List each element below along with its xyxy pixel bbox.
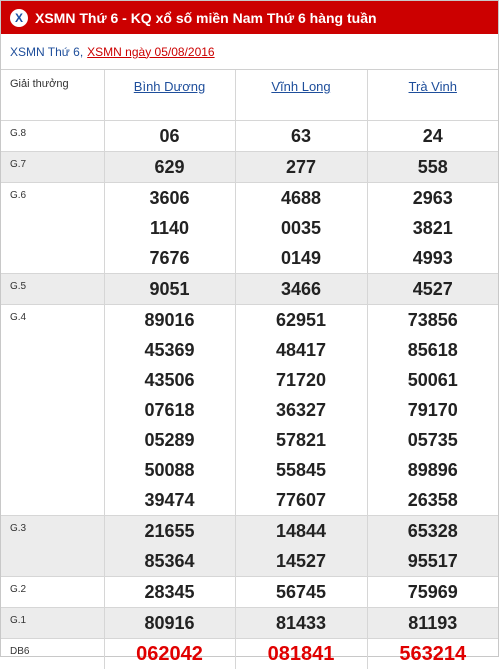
breadcrumb-date-link[interactable]: XSMN ngày 05/08/2016	[87, 45, 214, 59]
result-number: 629	[105, 152, 235, 182]
prize-row	[1, 608, 498, 639]
lottery-logo-icon	[10, 9, 28, 27]
result-number: 14844	[236, 516, 367, 546]
prize-row	[1, 152, 498, 183]
logo-letter: X	[15, 12, 23, 24]
result-cell	[235, 516, 367, 577]
result-number: 0035	[236, 213, 367, 243]
result-cell	[104, 577, 235, 608]
prize-label: G.7	[1, 152, 104, 183]
result-number: 4527	[368, 274, 499, 304]
result-number: 95517	[368, 546, 499, 576]
result-cell	[104, 183, 235, 274]
result-number: 7676	[105, 243, 235, 273]
result-cell	[235, 639, 367, 669]
result-number: 4993	[368, 243, 499, 273]
result-number: 77607	[236, 485, 367, 515]
result-number: 50061	[368, 365, 499, 395]
result-number: 06	[105, 121, 235, 151]
result-number: 277	[236, 152, 367, 182]
result-cell	[367, 516, 498, 577]
result-number: 4688	[236, 183, 367, 213]
prize-row	[1, 274, 498, 305]
result-number: 24	[368, 121, 499, 151]
result-cell	[235, 608, 367, 639]
result-cell	[104, 152, 235, 183]
breadcrumb	[1, 34, 498, 70]
prize-label: G.5	[1, 274, 104, 305]
result-number: 85618	[368, 335, 499, 365]
result-number: 79170	[368, 395, 499, 425]
result-number: 26358	[368, 485, 499, 515]
jackpot-number: 062042	[105, 639, 235, 669]
prize-label: G.3	[1, 516, 104, 577]
province-link-binh-duong[interactable]: Bình Dương	[134, 79, 205, 94]
prize-row	[1, 516, 498, 577]
result-number: 05735	[368, 425, 499, 455]
result-cell	[104, 305, 235, 516]
result-number: 558	[368, 152, 499, 182]
result-number: 21655	[105, 516, 235, 546]
province-link-vinh-long[interactable]: Vĩnh Long	[271, 79, 330, 94]
result-cell	[235, 183, 367, 274]
result-cell	[367, 152, 498, 183]
jackpot-number: 563214	[368, 639, 499, 669]
result-cell	[104, 516, 235, 577]
result-number: 81433	[236, 608, 367, 638]
result-cell	[104, 274, 235, 305]
result-number: 75969	[368, 577, 499, 607]
result-cell	[104, 121, 235, 152]
result-number: 3466	[236, 274, 367, 304]
result-cell	[367, 121, 498, 152]
result-number: 85364	[105, 546, 235, 576]
prize-column-header: Giải thưởng	[1, 70, 104, 121]
result-number: 9051	[105, 274, 235, 304]
result-cell	[104, 639, 235, 669]
result-cell	[235, 274, 367, 305]
result-cell	[235, 305, 367, 516]
province-link-tra-vinh[interactable]: Trà Vinh	[409, 79, 457, 94]
prize-label: G.8	[1, 121, 104, 152]
results-table	[1, 70, 498, 669]
prize-row	[1, 577, 498, 608]
result-number: 89016	[105, 305, 235, 335]
breadcrumb-prefix: XSMN Thứ 6,	[10, 45, 83, 59]
result-number: 07618	[105, 395, 235, 425]
result-number: 48417	[236, 335, 367, 365]
result-number: 50088	[105, 455, 235, 485]
jackpot-number: 081841	[236, 639, 367, 669]
panel-title: XSMN Thứ 6 - KQ xổ số miền Nam Thứ 6 hàng tuần	[35, 10, 377, 26]
result-number: 05289	[105, 425, 235, 455]
result-number: 3606	[105, 183, 235, 213]
result-number: 89896	[368, 455, 499, 485]
result-number: 63	[236, 121, 367, 151]
result-cell	[104, 608, 235, 639]
result-number: 81193	[368, 608, 499, 638]
result-number: 57821	[236, 425, 367, 455]
result-number: 2963	[368, 183, 499, 213]
result-number: 14527	[236, 546, 367, 576]
panel-header	[1, 1, 498, 34]
prize-row	[1, 121, 498, 152]
result-number: 36327	[236, 395, 367, 425]
result-number: 39474	[105, 485, 235, 515]
result-cell	[235, 152, 367, 183]
prize-row	[1, 305, 498, 516]
result-number: 43506	[105, 365, 235, 395]
prize-label: G.6	[1, 183, 104, 274]
prize-label: G.2	[1, 577, 104, 608]
prize-row	[1, 183, 498, 274]
result-cell	[235, 577, 367, 608]
result-number: 0149	[236, 243, 367, 273]
result-cell	[367, 305, 498, 516]
result-cell	[367, 608, 498, 639]
prize-label: G.1	[1, 608, 104, 639]
result-number: 71720	[236, 365, 367, 395]
result-number: 55845	[236, 455, 367, 485]
result-cell	[235, 121, 367, 152]
result-number: 1140	[105, 213, 235, 243]
prize-label: DB6	[1, 639, 104, 669]
result-number: 56745	[236, 577, 367, 607]
result-number: 65328	[368, 516, 499, 546]
prize-label: G.4	[1, 305, 104, 516]
result-cell	[367, 183, 498, 274]
result-number: 3821	[368, 213, 499, 243]
result-cell	[367, 639, 498, 669]
result-number: 73856	[368, 305, 499, 335]
result-number: 80916	[105, 608, 235, 638]
result-number: 28345	[105, 577, 235, 607]
result-cell	[367, 274, 498, 305]
result-number: 62951	[236, 305, 367, 335]
result-number: 45369	[105, 335, 235, 365]
prize-row	[1, 639, 498, 669]
result-cell	[367, 577, 498, 608]
